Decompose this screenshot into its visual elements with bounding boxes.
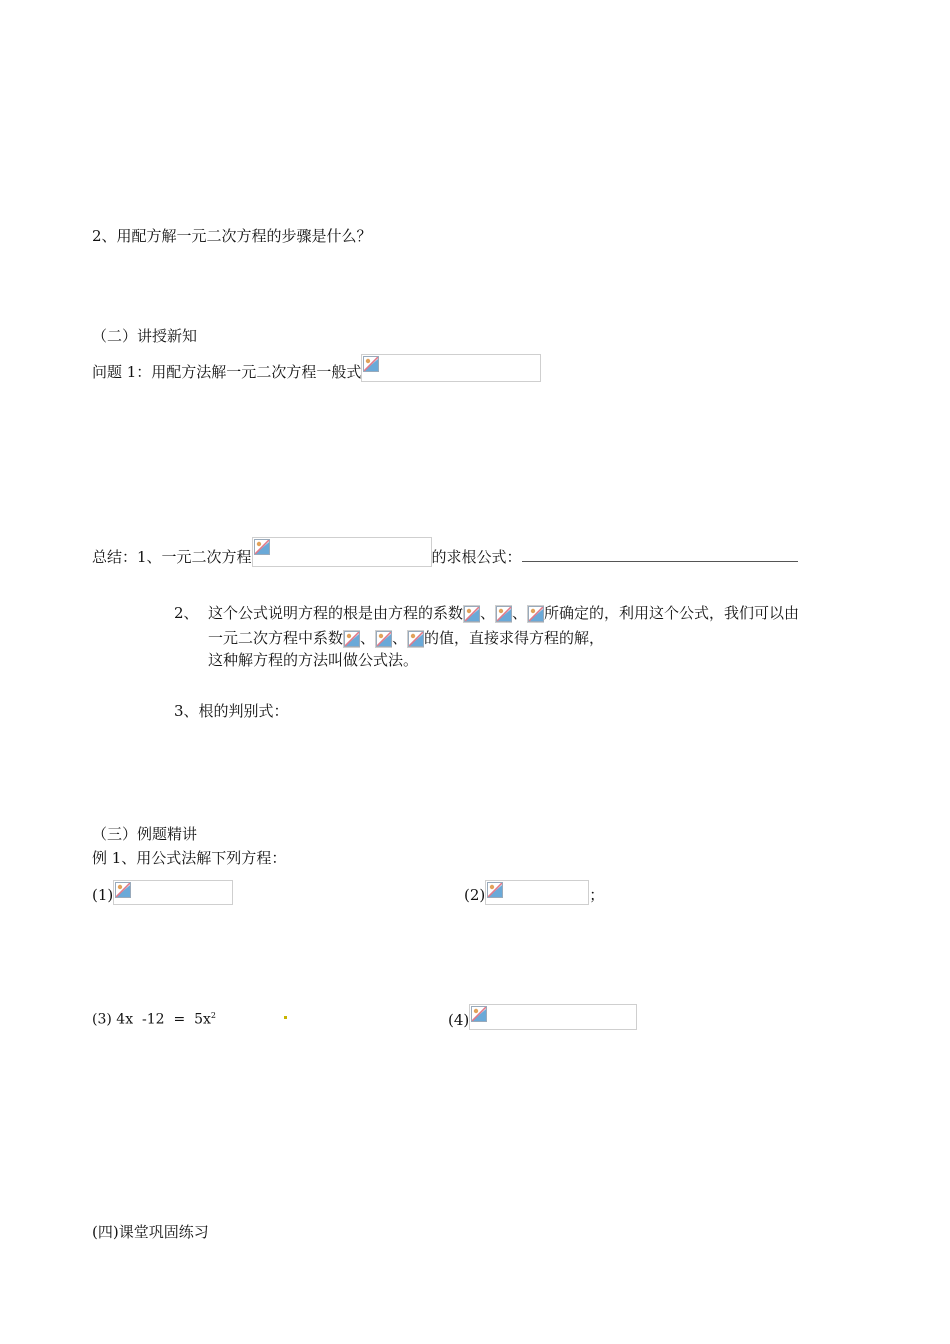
point-2-line-2 — [208, 628, 604, 648]
separator: 、 — [512, 604, 528, 622]
broken-image-icon — [528, 606, 544, 622]
separator: 、 — [360, 629, 376, 647]
exercise-4 — [448, 1004, 637, 1030]
point-2-text-c: 一元二次方程中系数 — [208, 629, 344, 647]
coefficient-a-image — [463, 605, 480, 623]
coefficient-b-image — [375, 630, 392, 648]
coefficient-c-image — [527, 605, 544, 623]
point-2-text-a: 这个公式说明方程的根是由方程的系数 — [208, 604, 464, 622]
coefficient-a-image — [343, 630, 360, 648]
point-3: 3、根的判别式： — [174, 702, 289, 720]
example-1: 例 1、用公式法解下列方程： — [92, 849, 287, 867]
exercise-3 — [92, 1006, 216, 1030]
summary-1 — [92, 537, 798, 567]
broken-image-icon — [496, 606, 512, 622]
exercise-3-equation: 4x -12 = 5x — [116, 1011, 211, 1028]
coefficient-b-image — [495, 605, 512, 623]
section-3-heading: （三）例题精讲 — [92, 825, 198, 843]
exercise-3-exponent: 2 — [210, 1011, 216, 1020]
point-2-line-1 — [208, 603, 799, 623]
point-2-text-d: 的值，直接求得方程的解， — [424, 629, 605, 647]
separator: 、 — [392, 629, 408, 647]
exercise-4-label: (4) — [448, 1011, 470, 1029]
answer-blank-line — [522, 547, 798, 562]
exercise-1-label: (1) — [92, 886, 114, 904]
exercise-1 — [92, 880, 233, 905]
broken-image-icon — [376, 631, 392, 647]
section-4-heading: (四)课堂巩固练习 — [92, 1223, 209, 1241]
summary-1-prefix: 总结：1、一元二次方程 — [92, 548, 252, 566]
stray-mark — [284, 1016, 287, 1019]
problem-1-text: 问题 1：用配方法解一元二次方程一般式 — [92, 363, 362, 381]
point-2-text-b: 所确定的，利用这个公式，我们可以由 — [544, 604, 800, 622]
broken-image-icon — [363, 356, 379, 372]
exercise-2-equation-image — [485, 880, 589, 905]
summary-1-suffix: 的求根公式： — [431, 548, 522, 566]
broken-image-icon — [464, 606, 480, 622]
problem-1 — [92, 354, 541, 382]
exercise-2-tail: ； — [589, 886, 605, 904]
exercise-1-equation-image — [113, 880, 233, 905]
question-2: 2、用配方解一元二次方程的步骤是什么？ — [92, 227, 372, 245]
broken-image-icon — [471, 1006, 487, 1022]
formula-image — [361, 354, 541, 382]
equation-image — [252, 537, 432, 567]
coefficient-c-image — [407, 630, 424, 648]
broken-image-icon — [115, 882, 131, 898]
exercise-4-equation-image — [469, 1004, 637, 1030]
broken-image-icon — [487, 882, 503, 898]
point-2-number: 2、 — [174, 604, 199, 622]
broken-image-icon — [254, 539, 270, 555]
separator: 、 — [480, 604, 496, 622]
exercise-2-label: (2) — [464, 886, 486, 904]
point-2-line-3: 这种解方程的方法叫做公式法。 — [208, 651, 419, 669]
exercise-3-label: (3) — [92, 1011, 112, 1028]
broken-image-icon — [344, 631, 360, 647]
broken-image-icon — [408, 631, 424, 647]
exercise-2 — [464, 880, 604, 905]
section-2-heading: （二）讲授新知 — [92, 327, 198, 345]
